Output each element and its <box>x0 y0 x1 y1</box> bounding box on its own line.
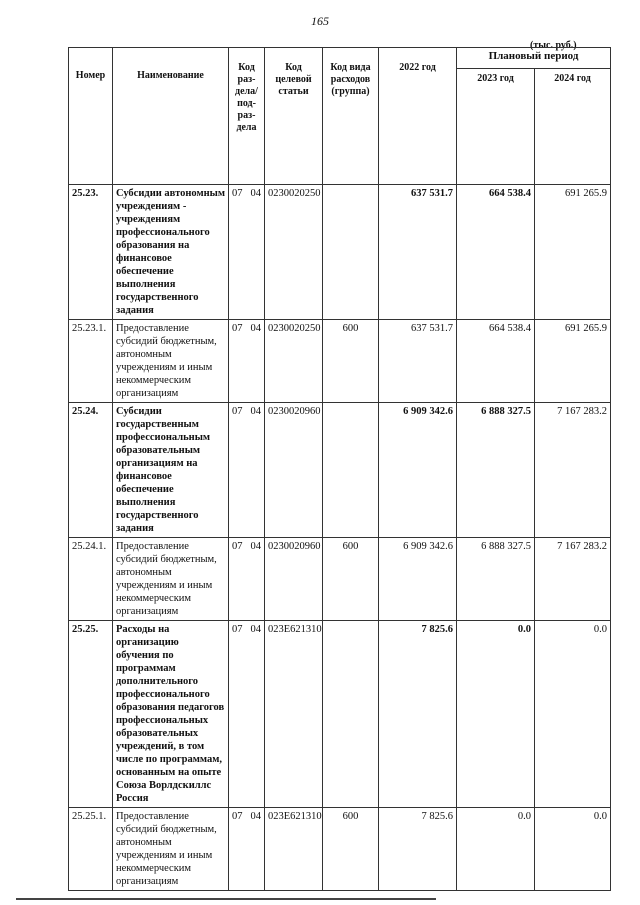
row-section-code <box>229 621 265 808</box>
header-planned-period: Плановый период <box>457 48 611 69</box>
row-expense-type: 600 <box>323 320 379 403</box>
row-target-code: 0230020960 <box>265 403 323 538</box>
row-value-2022: 6 909 342.6 <box>379 538 457 621</box>
row-subsection: 04 <box>250 541 261 552</box>
row-value-2024: 7 167 283.2 <box>535 403 611 538</box>
row-value-2022: 6 909 342.6 <box>379 403 457 538</box>
row-expense-type <box>323 403 379 538</box>
row-target-code: 0230020250 <box>265 320 323 403</box>
row-value-2023: 6 888 327.5 <box>457 403 535 538</box>
row-name: Субсидии автономным учреждениям - учреждениям профессионального образования на финансовое обеспечение выполнения государственного задания <box>113 185 229 320</box>
row-value-2023: 0.0 <box>457 621 535 808</box>
row-section: 07 <box>232 541 243 552</box>
header-section: Код раз-дела/ под-раз-дела <box>229 48 265 185</box>
row-number: 25.24. <box>69 403 113 538</box>
row-value-2024: 0.0 <box>535 808 611 891</box>
row-value-2024: 7 167 283.2 <box>535 538 611 621</box>
row-subsection: 04 <box>250 406 261 417</box>
table-row <box>69 621 611 808</box>
row-value-2023: 6 888 327.5 <box>457 538 535 621</box>
row-value-2022: 637 531.7 <box>379 185 457 320</box>
budget-table <box>68 47 611 891</box>
row-name: Предоставление субсидий бюджетным, автономным учреждениям и иным некоммерческим организациям <box>113 808 229 891</box>
row-section: 07 <box>232 624 243 635</box>
table-row <box>69 403 611 538</box>
units-label: (тыс. руб.) <box>530 40 577 51</box>
row-expense-type: 600 <box>323 538 379 621</box>
bottom-divider <box>16 898 436 900</box>
row-number: 25.23.1. <box>69 320 113 403</box>
row-section: 07 <box>232 811 243 822</box>
row-name: Расходы на организацию обучения по программам дополнительного профессионального образования педагогов профессиональных образовательных учреждений, в том числе по программам, основанным на опыте Союза Ворлдскиллс Россия <box>113 621 229 808</box>
table-row <box>69 808 611 891</box>
row-target-code: 023E621310 <box>265 808 323 891</box>
table-row <box>69 320 611 403</box>
table-row <box>69 538 611 621</box>
row-value-2024: 691 265.9 <box>535 320 611 403</box>
row-section-code <box>229 403 265 538</box>
row-section-code <box>229 320 265 403</box>
row-expense-type <box>323 185 379 320</box>
row-value-2023: 664 538.4 <box>457 320 535 403</box>
row-value-2024: 691 265.9 <box>535 185 611 320</box>
row-subsection: 04 <box>250 624 261 635</box>
row-target-code: 023E621310 <box>265 621 323 808</box>
table-body <box>69 185 611 891</box>
row-value-2022: 7 825.6 <box>379 621 457 808</box>
header-2023: 2023 год <box>457 69 535 185</box>
row-section: 07 <box>232 406 243 417</box>
row-name: Субсидии государственным профессиональным образовательным организациям на финансовое обеспечение выполнения государственного задания <box>113 403 229 538</box>
row-target-code: 0230020960 <box>265 538 323 621</box>
row-value-2022: 637 531.7 <box>379 320 457 403</box>
page-number: 165 <box>311 14 329 28</box>
header-target: Код целевой статьи <box>265 48 323 185</box>
row-subsection: 04 <box>250 811 261 822</box>
row-section: 07 <box>232 323 243 334</box>
row-name: Предоставление субсидий бюджетным, автономным учреждениям и иным некоммерческим организациям <box>113 320 229 403</box>
row-number: 25.24.1. <box>69 538 113 621</box>
header-2024: 2024 год <box>535 69 611 185</box>
row-value-2023: 664 538.4 <box>457 185 535 320</box>
header-row-1 <box>69 48 611 69</box>
row-section-code <box>229 808 265 891</box>
row-section: 07 <box>232 188 243 199</box>
row-value-2024: 0.0 <box>535 621 611 808</box>
row-section-code <box>229 538 265 621</box>
header-number: Номер <box>69 48 113 185</box>
row-number: 25.23. <box>69 185 113 320</box>
row-value-2022: 7 825.6 <box>379 808 457 891</box>
row-subsection: 04 <box>250 323 261 334</box>
row-expense-type: 600 <box>323 808 379 891</box>
header-name: Наименование <box>113 48 229 185</box>
row-number: 25.25.1. <box>69 808 113 891</box>
row-expense-type <box>323 621 379 808</box>
header-2022: 2022 год <box>379 48 457 185</box>
table-row <box>69 185 611 320</box>
row-number: 25.25. <box>69 621 113 808</box>
row-name: Предоставление субсидий бюджетным, автономным учреждениям и иным некоммерческим организациям <box>113 538 229 621</box>
row-section-code <box>229 185 265 320</box>
row-value-2023: 0.0 <box>457 808 535 891</box>
row-subsection: 04 <box>250 188 261 199</box>
row-target-code: 0230020250 <box>265 185 323 320</box>
header-expense-type: Код вида расходов (группа) <box>323 48 379 185</box>
